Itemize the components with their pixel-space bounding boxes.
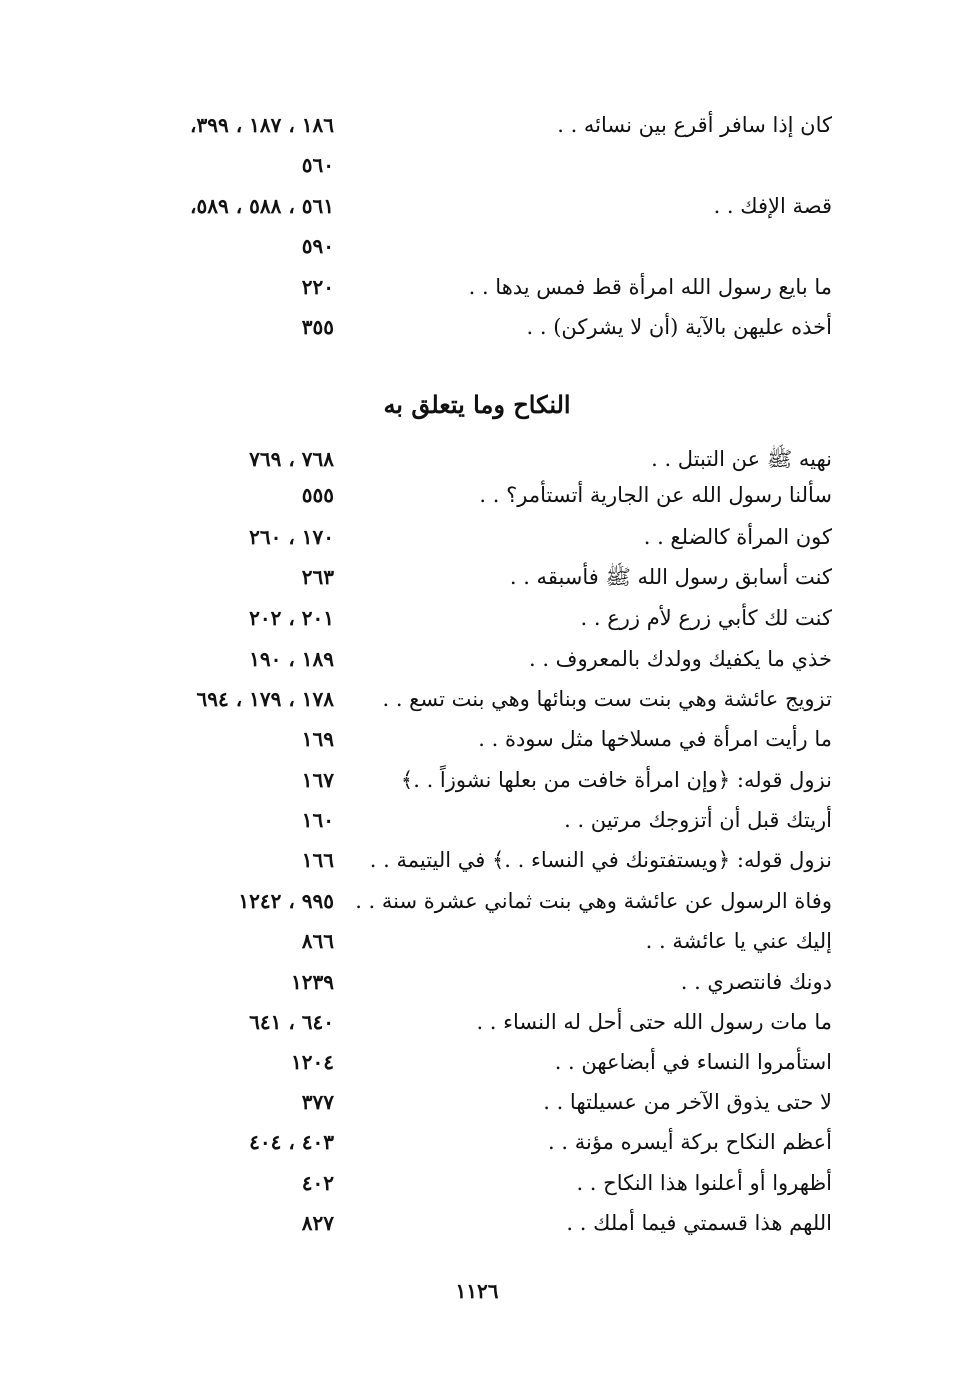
entry-text: تزويج عائشة وهي بنت ست وبنائها وهي بنت تسع . . [382,687,832,711]
index-entry [0,682,954,716]
entry-pages: ٥٥٥ [301,483,334,507]
index-entry [0,965,954,999]
index-entry [0,229,954,263]
entry-pages: ٩٩٥ ، ١٢٤٢ [238,889,334,913]
entry-pages: ١٧٨ ، ١٧٩ ، ٦٩٤ [196,687,334,711]
entry-pages: ٨٢٧ [301,1211,334,1235]
index-entry [0,763,954,797]
entry-pages: ١٦٠ [301,808,334,832]
index-entry [0,803,954,837]
entry-pages: ١٦٧ [301,768,334,792]
entry-text: نزول قوله: ﴿وإن امرأة خافت من بعلها نشوزاً . .﴾ [400,768,832,792]
index-entry [0,924,954,958]
entry-text: أريتك قبل أن أتزوجك مرتين . . [564,808,832,832]
entry-pages: ٣٧٧ [301,1090,334,1114]
index-entry [0,843,954,877]
index-entry [0,1045,954,1079]
index-entry [0,478,954,512]
entry-text: وفاة الرسول عن عائشة وهي بنت ثماني عشرة سنة . . [355,889,832,913]
entry-pages: ١٨٦ ، ١٨٧ ، ٣٩٩، [190,113,334,137]
entry-text: كان إذا سافر أقرع بين نسائه . . [557,113,832,137]
entry-text: أعظم النكاح بركة أيسره مؤنة . . [548,1130,832,1154]
index-entry [0,560,954,594]
index-entry [0,520,954,554]
entry-text: نزول قوله: ﴿ويستفتونك في النساء . .﴾ في اليتيمة . . [369,848,832,872]
page-number: ١١٢٦ [455,1279,499,1303]
entry-pages: ١٨٩ ، ١٩٠ [249,647,334,671]
entry-pages: ٧٦٨ ، ٧٦٩ [249,447,334,471]
entry-pages: ٢٦٣ [301,565,334,589]
entry-text: سألنا رسول الله عن الجارية أتستأمر؟ . . [479,483,832,507]
entry-pages: ١٢٠٤ [291,1050,334,1074]
index-entry [0,884,954,918]
entry-text: ما مات رسول الله حتى أحل له النساء . . [476,1010,832,1034]
index-entry [0,442,954,476]
entry-pages: ١٦٩ [301,727,334,751]
index-entry [0,1206,954,1240]
index-entry [0,642,954,676]
entry-text: كنت لك كأبي زرع لأم زرع . . [580,606,832,630]
index-entry [0,722,954,756]
index-entry [0,1125,954,1159]
entry-pages: ٥٦١ ، ٥٨٨ ، ٥٨٩، [190,194,334,218]
index-entry [0,1166,954,1200]
entry-text: إليك عني يا عائشة . . [645,929,832,953]
entry-pages: ٣٥٥ [301,315,334,339]
entry-pages: ٥٦٠ [301,153,334,177]
index-entry [0,310,954,344]
entry-text: خذي ما يكفيك وولدك بالمعروف . . [528,647,832,671]
entry-text: ما بايع رسول الله امرأة قط فمس يدها . . [468,275,832,299]
entry-text: ما رأيت امرأة في مسلاخها مثل سودة . . [478,727,832,751]
entry-text: كون المرأة كالضلع . . [643,525,832,549]
entry-pages: ٨٦٦ [301,929,334,953]
entry-text: أظهروا أو أعلنوا هذا النكاح . . [576,1171,832,1195]
entry-pages: ٦٤٠ ، ٦٤١ [249,1010,334,1034]
section-title: النكاح وما يتعلق به [383,390,571,419]
index-entry [0,148,954,182]
index-entry [0,1005,954,1039]
entry-text: نهيه ﷺ عن التبتل . . [651,447,832,471]
entry-pages: ٢٢٠ [301,275,334,299]
entry-text: اللهم هذا قسمتي فيما أملك . . [566,1211,832,1235]
index-entry [0,270,954,304]
entry-pages: ٤٠٣ ، ٤٠٤ [249,1130,334,1154]
index-entry [0,601,954,635]
entry-text: قصة الإفك . . [713,194,832,218]
entry-text: لا حتى يذوق الآخر من عسيلتها . . [543,1090,832,1114]
entry-text: كنت أسابق رسول الله ﷺ فأسبقه . . [509,565,832,589]
entry-text: أخذه عليهن بالآية (أن لا يشركن) . . [526,315,832,339]
index-entry [0,108,954,142]
entry-pages: ١٧٠ ، ٢٦٠ [249,525,334,549]
index-entry [0,1085,954,1119]
entry-text: استأمروا النساء في أبضاعهن . . [554,1050,832,1074]
entry-text: دونك فانتصري . . [680,970,832,994]
entry-pages: ٤٠٢ [301,1171,334,1195]
index-entry [0,189,954,223]
entry-pages: ١٢٣٩ [291,970,334,994]
entry-pages: ١٦٦ [301,848,334,872]
entry-pages: ٢٠١ ، ٢٠٢ [249,606,334,630]
entry-pages: ٥٩٠ [301,234,334,258]
